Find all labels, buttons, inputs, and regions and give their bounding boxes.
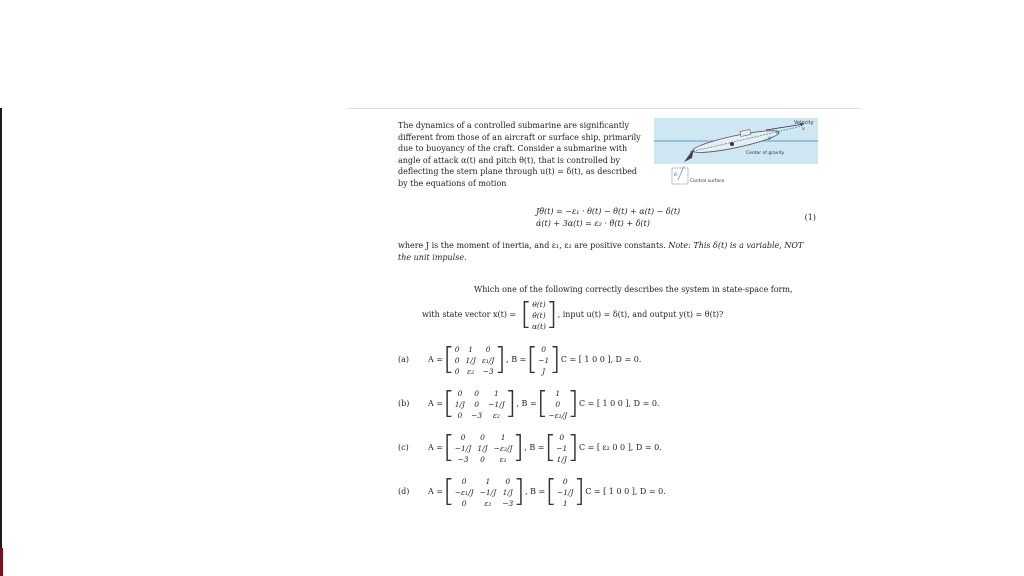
b-equals: , B =: [506, 355, 527, 365]
matrix-b: [526, 344, 561, 377]
state-suffix: , input u(t) = δ(t), and output y(t) = θ(t)?: [557, 310, 724, 320]
matrix-entry: 0: [480, 454, 485, 464]
b-equals: , B =: [524, 443, 545, 453]
option-label: (c): [398, 443, 409, 453]
matrix-entry: ε₂: [492, 410, 500, 420]
bracket-left: [: [536, 386, 549, 421]
matrix-entry: −1/J: [479, 487, 497, 497]
state-entry: θ(t): [532, 299, 546, 309]
submarine-diagram: [654, 118, 818, 194]
center-of-gravity-dot: [730, 142, 734, 146]
matrix-entry: −1/J: [488, 399, 505, 409]
bracket-right: ]: [512, 430, 525, 465]
equation-number: (1): [804, 213, 816, 222]
matrix-entry: 0: [505, 476, 511, 486]
bracket-left: [: [526, 342, 539, 377]
c-d-definition: C = [ 1 0 0 ], D = 0.: [578, 399, 660, 409]
control-label: Control surface: [690, 179, 725, 184]
option-c[interactable]: [398, 428, 818, 468]
bracket-right: ]: [567, 430, 579, 465]
matrix-entry: −1: [556, 443, 568, 453]
matrix-entry: 1/J: [502, 487, 513, 497]
matrix-entry: 1: [468, 344, 474, 354]
state-vector-line: [422, 296, 822, 334]
matrix-a-entries: [455, 476, 514, 509]
matrix-entry: 0: [461, 476, 467, 486]
bracket-left: [: [443, 342, 455, 377]
matrix-entry: 1: [555, 388, 561, 398]
note-italic: Note: This δ(t) is a variable, NOT the unit impulse.: [398, 241, 804, 262]
bracket-left: [: [443, 430, 455, 465]
option-label: (d): [398, 487, 410, 497]
matrix-entry: −3: [502, 498, 514, 508]
b-equals: , B =: [524, 487, 546, 497]
bracket-left: [: [544, 430, 557, 465]
matrix-entry: 1: [562, 498, 568, 508]
state-vector-entries: [532, 299, 546, 332]
matrix-entry: 0: [485, 344, 491, 354]
c-d-definition: C = [ 1 0 0 ], D = 0.: [585, 487, 666, 497]
matrix-entry: 0: [460, 432, 466, 442]
bracket-left: [: [443, 474, 455, 509]
theta-symbol: θ: [768, 136, 772, 142]
velocity-label: Velocity: [794, 120, 814, 126]
matrix-entry: 0: [474, 399, 479, 409]
option-b[interactable]: [398, 384, 818, 424]
matrix-entry: −1: [538, 355, 550, 365]
c-d-definition: C = [ 1 0 0 ], D = 0.: [560, 355, 642, 365]
bracket-left: [: [443, 386, 455, 421]
matrix-entry: 1/J: [556, 454, 567, 464]
left-edge-accent: [0, 548, 3, 576]
matrix-entry: −1/J: [556, 487, 574, 497]
matrix-entry: 0: [461, 498, 467, 508]
option-label: (b): [398, 399, 410, 409]
matrix-entry: 0: [454, 355, 460, 365]
bracket-right: ]: [545, 297, 558, 332]
matrix-entry: −3: [471, 410, 483, 420]
delta-symbol: δ: [674, 172, 678, 178]
matrix-entry: −ε₁/J: [548, 410, 568, 420]
bracket-right: ]: [513, 474, 525, 509]
submarine-figure: [654, 118, 818, 194]
matrix-b-entries: [548, 388, 567, 421]
matrix-entry: 0: [541, 344, 546, 354]
state-entry: θ̇(t): [532, 310, 546, 320]
matrix-entry: 0: [555, 399, 561, 409]
matrix-entry: −3: [457, 454, 469, 464]
page-top-rule: [348, 108, 860, 109]
alpha-symbol: α: [776, 130, 780, 136]
equations-of-motion: [398, 206, 818, 232]
option-d[interactable]: [398, 472, 818, 512]
matrix-a-entries: [455, 432, 513, 465]
matrix-entry: 1/J: [477, 443, 488, 453]
matrix-a: [443, 476, 525, 509]
state-vector: [520, 299, 557, 332]
a-equals: A =: [428, 443, 444, 453]
equation-line-2: α̇(t) + 3α(t) = ε₂ · θ̇(t) + δ(t): [536, 219, 650, 228]
matrix-entry: ε₁: [499, 454, 507, 464]
matrix-a: [443, 388, 516, 421]
matrix-entry: 0: [457, 410, 463, 420]
matrix-a: [443, 432, 524, 465]
matrix-a: [443, 344, 506, 377]
matrix-a-entries: [455, 388, 505, 421]
matrix-entry: 0: [559, 432, 565, 442]
c-d-definition: C = [ ε₂ 0 0 ], D = 0.: [578, 443, 662, 453]
bracket-right: ]: [494, 342, 507, 377]
matrix-entry: 1: [485, 476, 491, 486]
bracket-right: ]: [504, 386, 517, 421]
velocity-symbol: v: [802, 126, 805, 132]
bracket-right: ]: [549, 342, 561, 377]
matrix-a-entries: [455, 344, 495, 377]
matrix-entry: −ε₂/J: [493, 443, 513, 453]
matrix-entry: 0: [562, 476, 568, 486]
matrix-entry: −3: [482, 366, 494, 376]
bracket-right: ]: [573, 474, 586, 509]
matrix-entry: 1: [494, 388, 499, 398]
center-label: Center of gravity: [746, 151, 785, 156]
matrix-entry: −ε₁/J: [454, 487, 474, 497]
a-equals: A =: [428, 355, 444, 365]
matrix-entry: 1: [500, 432, 506, 442]
state-prefix: with state vector x(t) =: [422, 310, 517, 320]
intro-text: The dynamics of a controlled submarine are significantly different from those of an aircraft or surface ship, primarily due to buoyancy of the craft. Consider a submarine with angle of attack α(t) and pitch θ(t), that is controlled by deflecting the stern plane through u(t) = δ(t), as described by the equations of motion: [398, 121, 641, 188]
matrix-b-entries: [556, 432, 567, 465]
matrix-b-entries: [538, 344, 549, 377]
bracket-left: [: [520, 297, 532, 332]
a-equals: A =: [428, 399, 444, 409]
bracket-right: ]: [567, 386, 579, 421]
matrix-entry: ε₂: [467, 366, 475, 376]
left-edge-bar: [0, 108, 2, 576]
matrix-entry: −1/J: [454, 443, 472, 453]
matrix-entry: 1/J: [454, 399, 466, 409]
a-equals: A =: [428, 487, 444, 497]
matrix-entry: 0: [457, 388, 463, 398]
matrix-entry: 1/J: [465, 355, 476, 365]
matrix-entry: J: [542, 366, 546, 376]
matrix-b: [545, 476, 585, 509]
option-label: (a): [398, 355, 410, 365]
note-text: where J is the moment of inertia, and ε₁, ε₂ are positive constants.: [398, 241, 666, 250]
matrix-b-entries: [557, 476, 574, 509]
b-equals: , B =: [516, 399, 537, 409]
matrix-entry: ε₁/J: [481, 355, 495, 365]
bracket-left: [: [545, 474, 557, 509]
matrix-b: [537, 388, 579, 421]
state-entry: α(t): [531, 321, 546, 331]
intro-paragraph: [398, 120, 646, 190]
matrix-entry: 0: [480, 432, 485, 442]
matrix-entry: 0: [454, 344, 460, 354]
note-paragraph: [398, 240, 818, 263]
matrix-entry: ε₂: [484, 498, 492, 508]
question-text: Which one of the following correctly describes the system in state-space form,: [474, 285, 793, 294]
matrix-entry: 0: [474, 388, 479, 398]
matrix-b: [544, 432, 579, 465]
matrix-entry: 0: [454, 366, 460, 376]
equation-line-1: Jθ̈(t) = −ε₁ · θ(t) − θ̇(t) + α(t) − δ(t): [536, 207, 681, 216]
option-a[interactable]: [398, 340, 818, 380]
